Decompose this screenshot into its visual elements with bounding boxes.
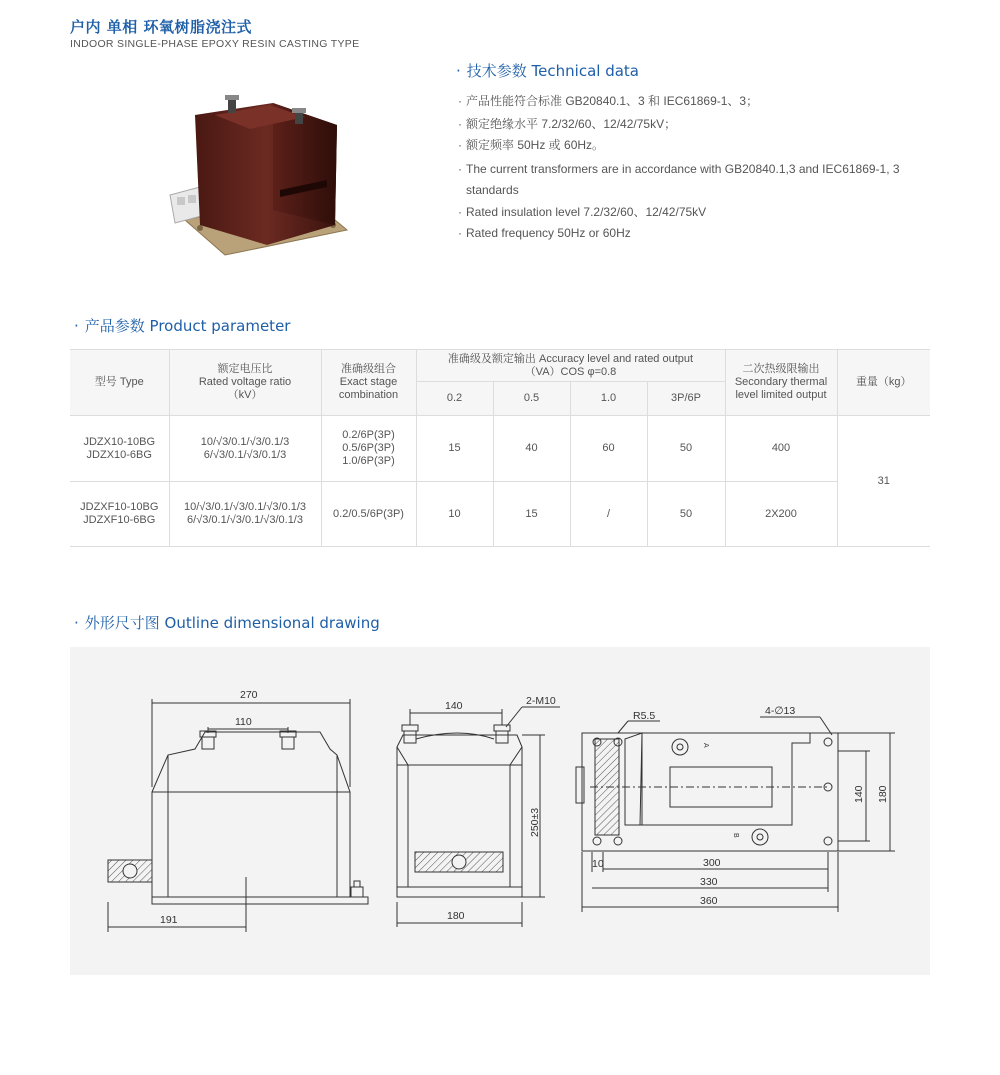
header-acc-02: 0.2 [416,382,493,416]
cell-acc-05: 15 [493,482,570,547]
cell-type: JDZXF10-10BG JDZXF10-6BG [70,482,169,547]
cell-acc-02: 15 [416,416,493,482]
dim-m10: 2-M10 [526,695,556,707]
dim-10: 10 [592,858,604,870]
dim-191: 191 [160,914,178,926]
header-type: 型号 Type [70,350,169,416]
technical-item-3: · 额定频率 50Hz 或 60Hz。 [458,138,605,152]
cell-combination: 0.2/6P(3P) 0.5/6P(3P) 1.0/6P(3P) [321,416,416,482]
page-title-en: INDOOR SINGLE-PHASE EPOXY RESIN CASTING TYPE [70,38,360,50]
mark-b: B [732,833,739,838]
cell-acc-05: 40 [493,416,570,482]
header-acc-10: 1.0 [570,382,647,416]
cell-ratio: 10/√3/0.1/√3/0.1/√3/0.1/3 6/√3/0.1/√3/0.1/√3/0.1/3 [169,482,321,547]
cell-acc-3p6p: 50 [647,482,725,547]
cell-acc-10: 60 [570,416,647,482]
header-accuracy: 准确级及额定输出 Accuracy level and rated output （VA）COS φ=0.8 [416,350,725,382]
product-parameter-table [70,349,930,547]
table-row [70,482,930,547]
dim-180-side: 180 [447,910,465,922]
technical-item-4-cont: standards [466,183,519,197]
product-heading: · 产品参数 Product parameter [74,317,291,335]
technical-item-4: · The current transformers are in accordance with GB20840.1,3 and IEC61869-1, 3 [458,162,900,176]
dim-270: 270 [240,689,258,701]
cell-acc-02: 10 [416,482,493,547]
header-acc-3p6p: 3P/6P [647,382,725,416]
outline-drawing [70,647,930,975]
mark-a: A [702,743,709,748]
dim-holes: 4-∅13 [765,705,796,717]
dim-140-side: 140 [445,700,463,712]
cell-type: JDZX10-10BG JDZX10-6BG [70,416,169,482]
product-photo [155,85,370,265]
dim-330: 330 [700,876,718,888]
page-title-cn: 户内 单相 环氧树脂浇注式 [70,18,252,36]
dim-250: 250±3 [529,807,541,837]
technical-item-5: · Rated insulation level 7.2/32/60、12/42/75kV [458,205,707,219]
cell-ratio: 10/√3/0.1/√3/0.1/3 6/√3/0.1/√3/0.1/3 [169,416,321,482]
cell-thermal: 400 [725,416,837,482]
technical-item-6: · Rated frequency 50Hz or 60Hz [458,226,631,240]
header-acc-05: 0.5 [493,382,570,416]
outline-heading: · 外形尺寸图 Outline dimensional drawing [74,614,380,632]
header-weight: 重量（kg） [837,350,930,416]
dim-360: 360 [700,895,718,907]
technical-item-2: · 额定绝缘水平 7.2/32/60、12/42/75kV； [458,117,677,131]
header-thermal: 二次热级限输出 Secondary thermal level limited output [725,350,837,416]
cell-weight: 31 [837,416,930,547]
cell-acc-3p6p: 50 [647,416,725,482]
dim-180-v: 180 [877,785,889,803]
header-combination: 准确级组合 Exact stage combination [321,350,416,416]
technical-heading: · 技术参数 Technical data [456,62,639,80]
dim-r55: R5.5 [633,710,656,722]
dim-300: 300 [703,857,721,869]
cell-acc-10: / [570,482,647,547]
dim-110: 110 [235,716,252,728]
table-row [70,416,930,482]
header-ratio: 额定电压比 Rated voltage ratio （kV） [169,350,321,416]
cell-combination: 0.2/0.5/6P(3P) [321,482,416,547]
dim-140-v: 140 [853,785,865,803]
technical-item-1: · 产品性能符合标准 GB20840.1、3 和 IEC61869-1、3； [458,94,759,108]
cell-thermal: 2X200 [725,482,837,547]
